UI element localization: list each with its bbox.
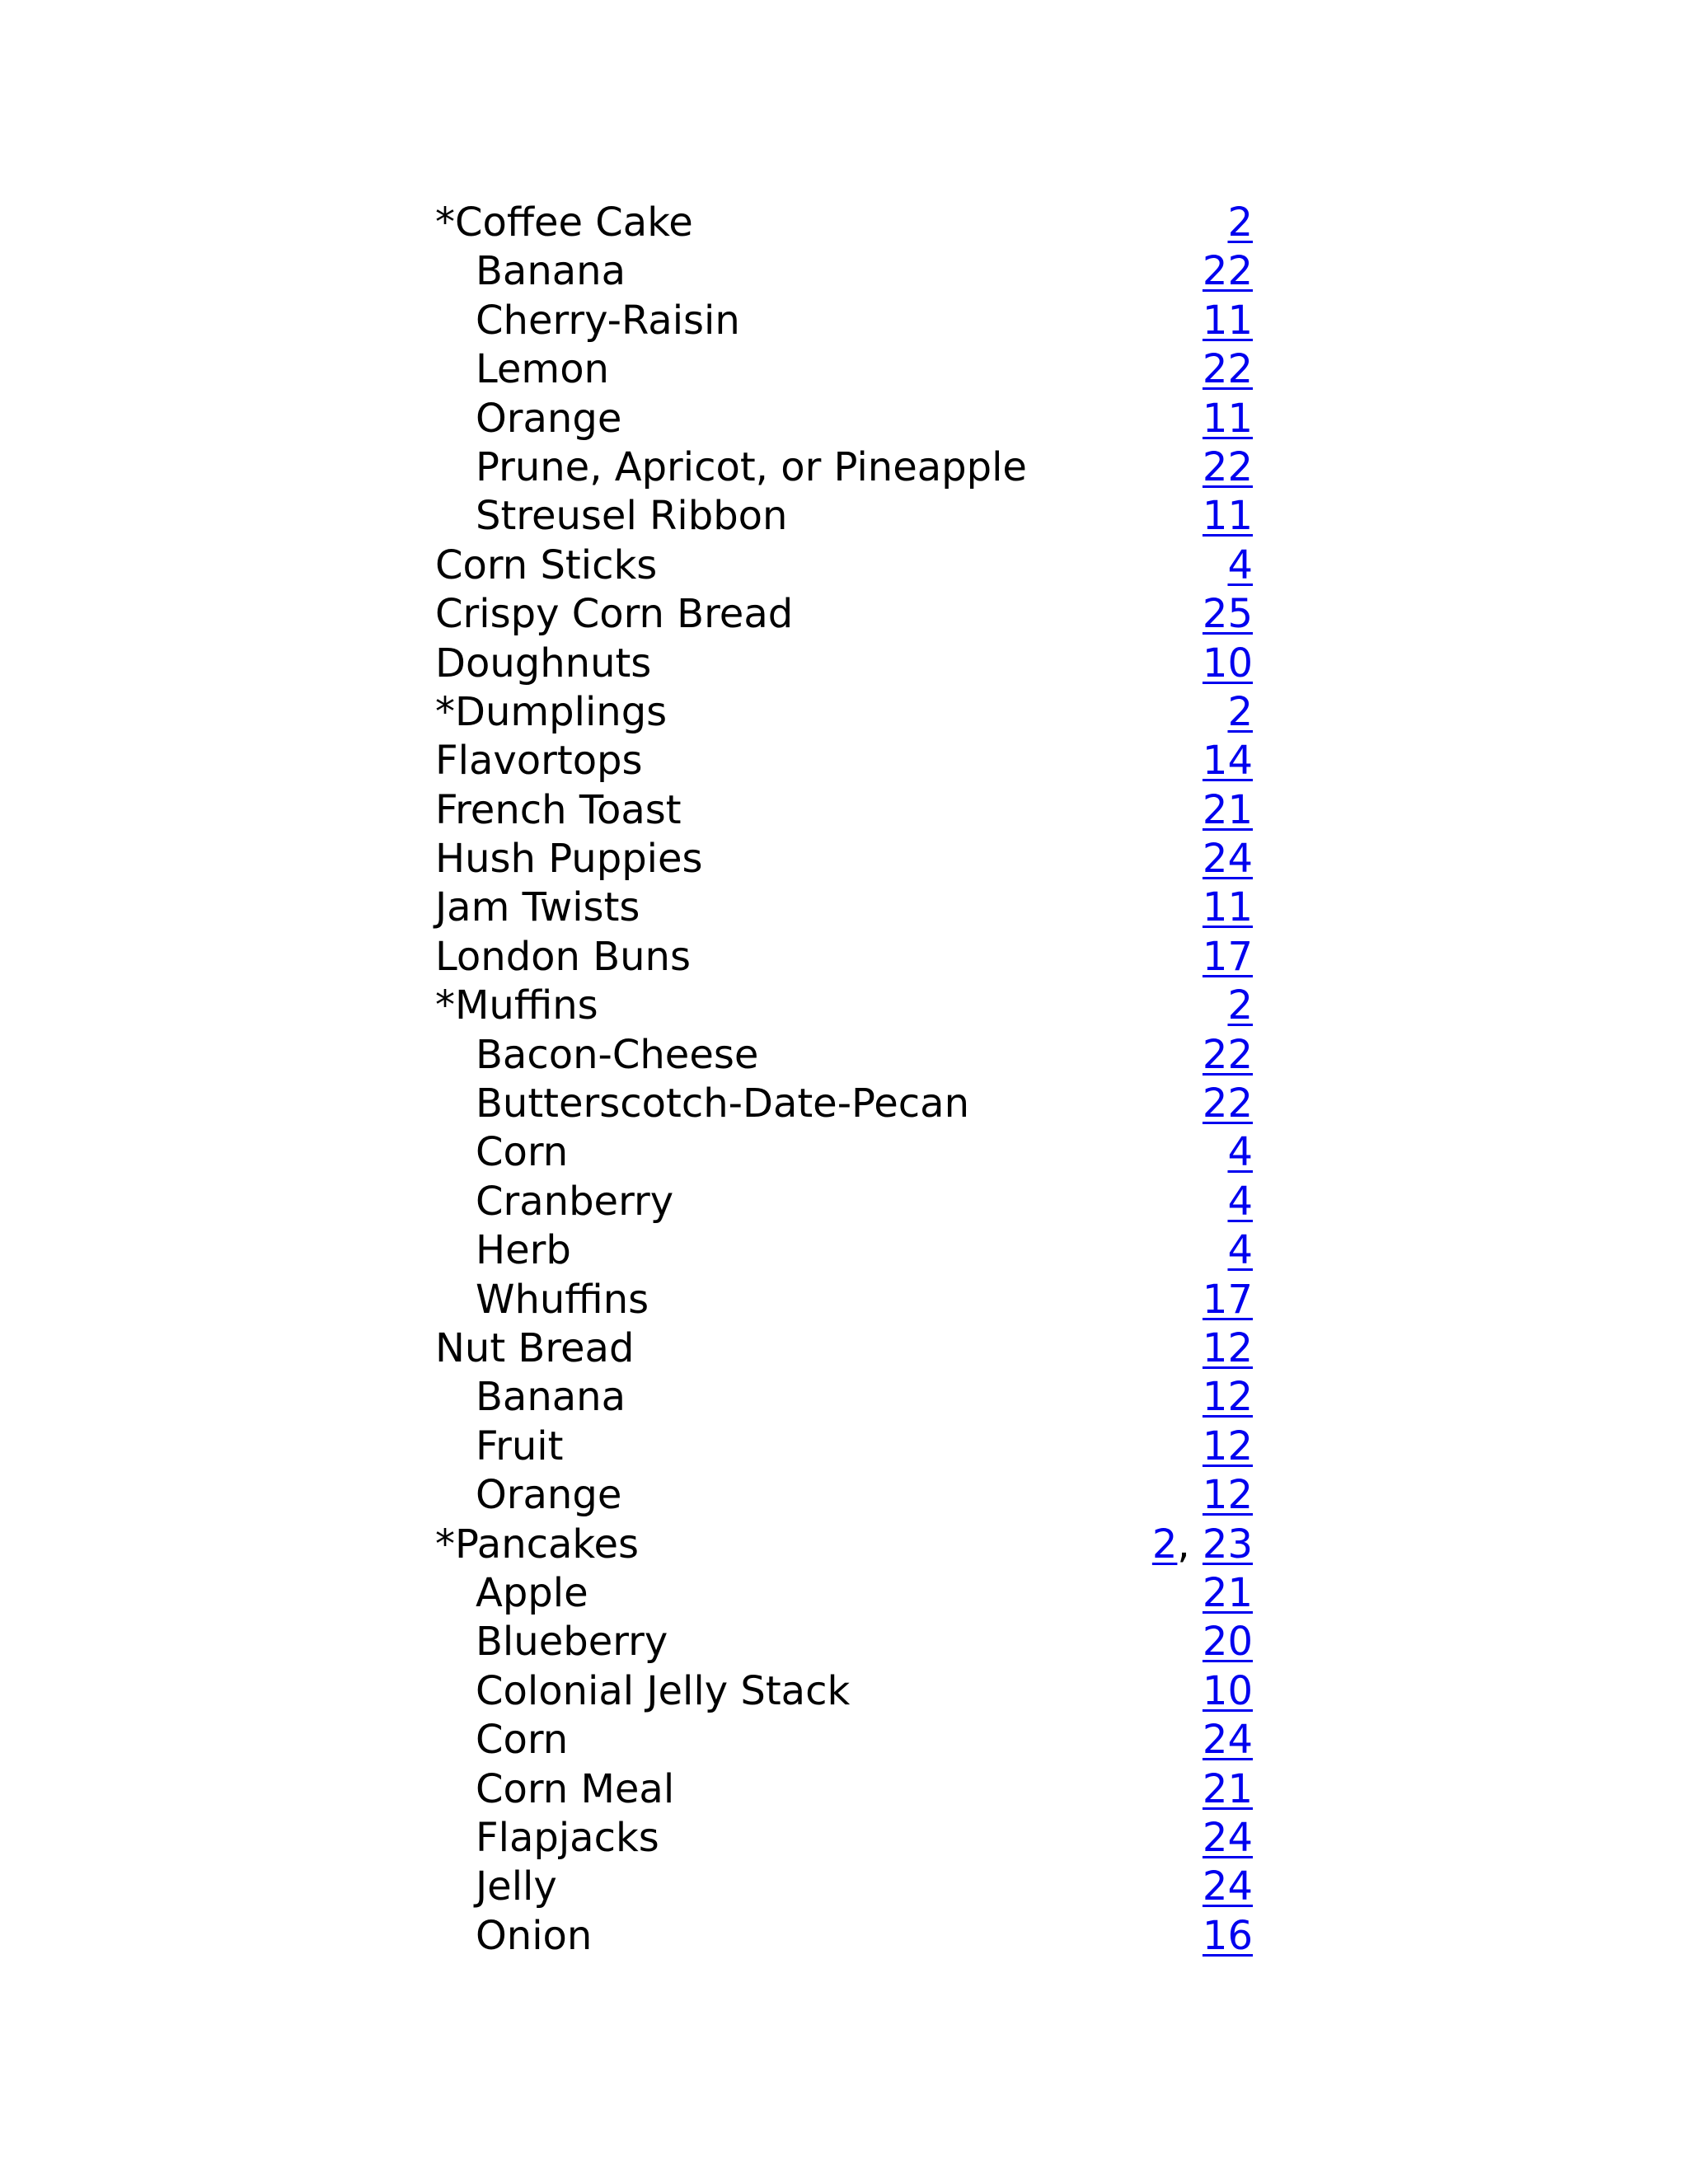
page-link[interactable]: 12 <box>1202 1472 1253 1519</box>
page-link[interactable]: 2 <box>1227 199 1253 246</box>
page-link[interactable]: 17 <box>1202 1276 1253 1323</box>
page-separator: , <box>1177 1521 1203 1568</box>
entry-label: London Buns <box>435 933 691 980</box>
page-link[interactable]: 22 <box>1202 1031 1253 1078</box>
index-subentry <box>435 1373 1253 1422</box>
index-entry <box>435 1521 1253 1569</box>
index-subentry <box>435 395 1253 443</box>
entry-label: Onion <box>476 1912 593 1959</box>
entry-label: Corn <box>476 1717 569 1764</box>
entry-label: Prune, Apricot, or Pineapple <box>476 443 1027 490</box>
page-link[interactable]: 12 <box>1202 1374 1253 1421</box>
page-link[interactable]: 4 <box>1227 1178 1253 1225</box>
entry-label: Cherry-Raisin <box>476 297 740 344</box>
entry-label: Corn <box>476 1129 569 1176</box>
entry-label: Jelly <box>476 1863 557 1910</box>
entry-pages <box>1203 492 1253 541</box>
entry-pages <box>1203 395 1253 443</box>
page-link[interactable]: 21 <box>1202 1569 1253 1616</box>
index-subentry <box>435 1716 1253 1765</box>
page-link[interactable]: 25 <box>1202 591 1253 638</box>
entry-label: Butterscotch-Date-Pecan <box>476 1080 970 1127</box>
page-link[interactable]: 24 <box>1202 1863 1253 1910</box>
index-subentry <box>435 443 1253 492</box>
index-entry <box>435 688 1253 737</box>
entry-label: Corn Meal <box>476 1765 675 1812</box>
page-link[interactable]: 22 <box>1202 248 1253 295</box>
page-link[interactable]: 24 <box>1202 836 1253 883</box>
index-subentry <box>435 1276 1253 1324</box>
index-entry <box>435 933 1253 982</box>
entry-label: *Dumplings <box>435 688 668 735</box>
entry-pages <box>1203 1080 1253 1128</box>
entry-pages <box>1203 1863 1253 1911</box>
entry-label: Colonial Jelly Stack <box>476 1667 851 1714</box>
entry-pages <box>1203 1912 1253 1961</box>
page-link[interactable]: 2 <box>1227 688 1253 735</box>
entry-label: *Muffins <box>435 982 598 1029</box>
index-list <box>435 199 1253 1961</box>
index-entry <box>435 982 1253 1030</box>
entry-pages <box>1203 247 1253 296</box>
page-link[interactable]: 11 <box>1202 297 1253 344</box>
entry-pages <box>1203 1422 1253 1471</box>
index-entry <box>435 835 1253 883</box>
index-subentry <box>435 297 1253 345</box>
entry-pages <box>1203 640 1253 688</box>
index-entry <box>435 737 1253 785</box>
entry-pages <box>1227 1128 1253 1177</box>
entry-label: Orange <box>476 395 622 442</box>
page-link[interactable]: 4 <box>1227 541 1253 588</box>
entry-pages <box>1203 1373 1253 1422</box>
entry-pages <box>1227 688 1253 737</box>
index-entry <box>435 1324 1253 1373</box>
page-link[interactable]: 11 <box>1202 395 1253 442</box>
entry-pages <box>1203 443 1253 492</box>
entry-label: Crispy Corn Bread <box>435 591 794 638</box>
entry-pages <box>1203 1276 1253 1324</box>
entry-pages <box>1203 786 1253 835</box>
entry-label: Fruit <box>476 1422 564 1469</box>
page-link[interactable]: 16 <box>1202 1912 1253 1959</box>
entry-pages <box>1203 737 1253 785</box>
entry-label: Orange <box>476 1472 622 1519</box>
page-link[interactable]: 24 <box>1202 1814 1253 1861</box>
entry-pages <box>1203 1031 1253 1080</box>
entry-pages <box>1203 1814 1253 1863</box>
index-entry <box>435 883 1253 932</box>
index-subentry <box>435 1765 1253 1814</box>
page-link[interactable]: 12 <box>1202 1324 1253 1371</box>
entry-pages <box>1152 1521 1253 1569</box>
page-link[interactable]: 22 <box>1202 443 1253 490</box>
entry-pages <box>1203 1471 1253 1520</box>
entry-pages <box>1227 1226 1253 1275</box>
page-link[interactable]: 4 <box>1227 1129 1253 1176</box>
page-link[interactable]: 22 <box>1202 346 1253 393</box>
index-subentry <box>435 1031 1253 1080</box>
entry-label: Banana <box>476 248 626 295</box>
entry-label: Herb <box>476 1227 571 1274</box>
entry-pages <box>1203 345 1253 394</box>
page-link[interactable]: 11 <box>1202 493 1253 540</box>
index-entry <box>435 199 1253 247</box>
page-link[interactable]: 10 <box>1202 640 1253 687</box>
page-link[interactable]: 24 <box>1202 1717 1253 1764</box>
index-subentry <box>435 1226 1253 1275</box>
index-subentry <box>435 1422 1253 1471</box>
entry-label: Nut Bread <box>435 1324 635 1371</box>
entry-label: Cranberry <box>476 1178 674 1225</box>
entry-pages <box>1203 1667 1253 1716</box>
index-subentry <box>435 492 1253 541</box>
index-subentry <box>435 1080 1253 1128</box>
entry-label: Blueberry <box>476 1619 668 1666</box>
entry-label: Lemon <box>476 346 609 393</box>
page-link[interactable]: 10 <box>1202 1667 1253 1714</box>
page-link[interactable]: 12 <box>1202 1422 1253 1469</box>
index-subentry <box>435 1667 1253 1716</box>
entry-label: *Coffee Cake <box>435 199 693 246</box>
page-link[interactable]: 2 <box>1227 982 1253 1029</box>
entry-pages <box>1227 982 1253 1030</box>
index-entry <box>435 786 1253 835</box>
entry-label: Hush Puppies <box>435 836 703 883</box>
entry-pages <box>1227 541 1253 590</box>
entry-pages <box>1227 1178 1253 1226</box>
page-link[interactable]: 21 <box>1202 786 1253 833</box>
index-subentry <box>435 1178 1253 1226</box>
entry-label: Bacon-Cheese <box>476 1031 759 1078</box>
index-subentry <box>435 1128 1253 1177</box>
page-link[interactable]: 11 <box>1202 884 1253 931</box>
entry-pages <box>1203 835 1253 883</box>
entry-pages <box>1227 199 1253 247</box>
index-entry <box>435 640 1253 688</box>
entry-pages <box>1203 1716 1253 1765</box>
entry-label: Whuffins <box>476 1276 649 1323</box>
index-subentry <box>435 1618 1253 1666</box>
entry-label: Jam Twists <box>435 884 640 931</box>
index-subentry <box>435 1471 1253 1520</box>
entry-label: Banana <box>476 1374 626 1421</box>
page-link[interactable]: 21 <box>1202 1765 1253 1812</box>
entry-label: Doughnuts <box>435 640 652 687</box>
page-link[interactable]: 4 <box>1227 1227 1253 1274</box>
index-entry <box>435 541 1253 590</box>
index-subentry <box>435 247 1253 296</box>
page-link[interactable]: 22 <box>1202 1080 1253 1127</box>
entry-pages <box>1203 883 1253 932</box>
index-subentry <box>435 345 1253 394</box>
index-subentry <box>435 1863 1253 1911</box>
entry-label: Flavortops <box>435 738 643 785</box>
entry-label: Flapjacks <box>476 1814 659 1861</box>
entry-label: *Pancakes <box>435 1521 640 1568</box>
entry-label: Apple <box>476 1569 588 1616</box>
entry-label: French Toast <box>435 786 682 833</box>
page-link[interactable]: 20 <box>1202 1619 1253 1666</box>
entry-pages <box>1203 297 1253 345</box>
page-link[interactable]: 2 <box>1151 1521 1178 1568</box>
entry-pages <box>1203 933 1253 982</box>
index-subentry <box>435 1814 1253 1863</box>
page-link[interactable]: 23 <box>1202 1521 1253 1568</box>
entry-label: Corn Sticks <box>435 541 658 588</box>
entry-pages <box>1203 1324 1253 1373</box>
page-link[interactable]: 17 <box>1202 933 1253 980</box>
entry-label: Streusel Ribbon <box>476 493 788 540</box>
entry-pages <box>1203 1569 1253 1618</box>
entry-pages <box>1203 1765 1253 1814</box>
page-link[interactable]: 14 <box>1202 738 1253 785</box>
index-subentry <box>435 1912 1253 1961</box>
index-entry <box>435 590 1253 639</box>
entry-pages <box>1203 1618 1253 1666</box>
entry-pages <box>1203 590 1253 639</box>
index-subentry <box>435 1569 1253 1618</box>
